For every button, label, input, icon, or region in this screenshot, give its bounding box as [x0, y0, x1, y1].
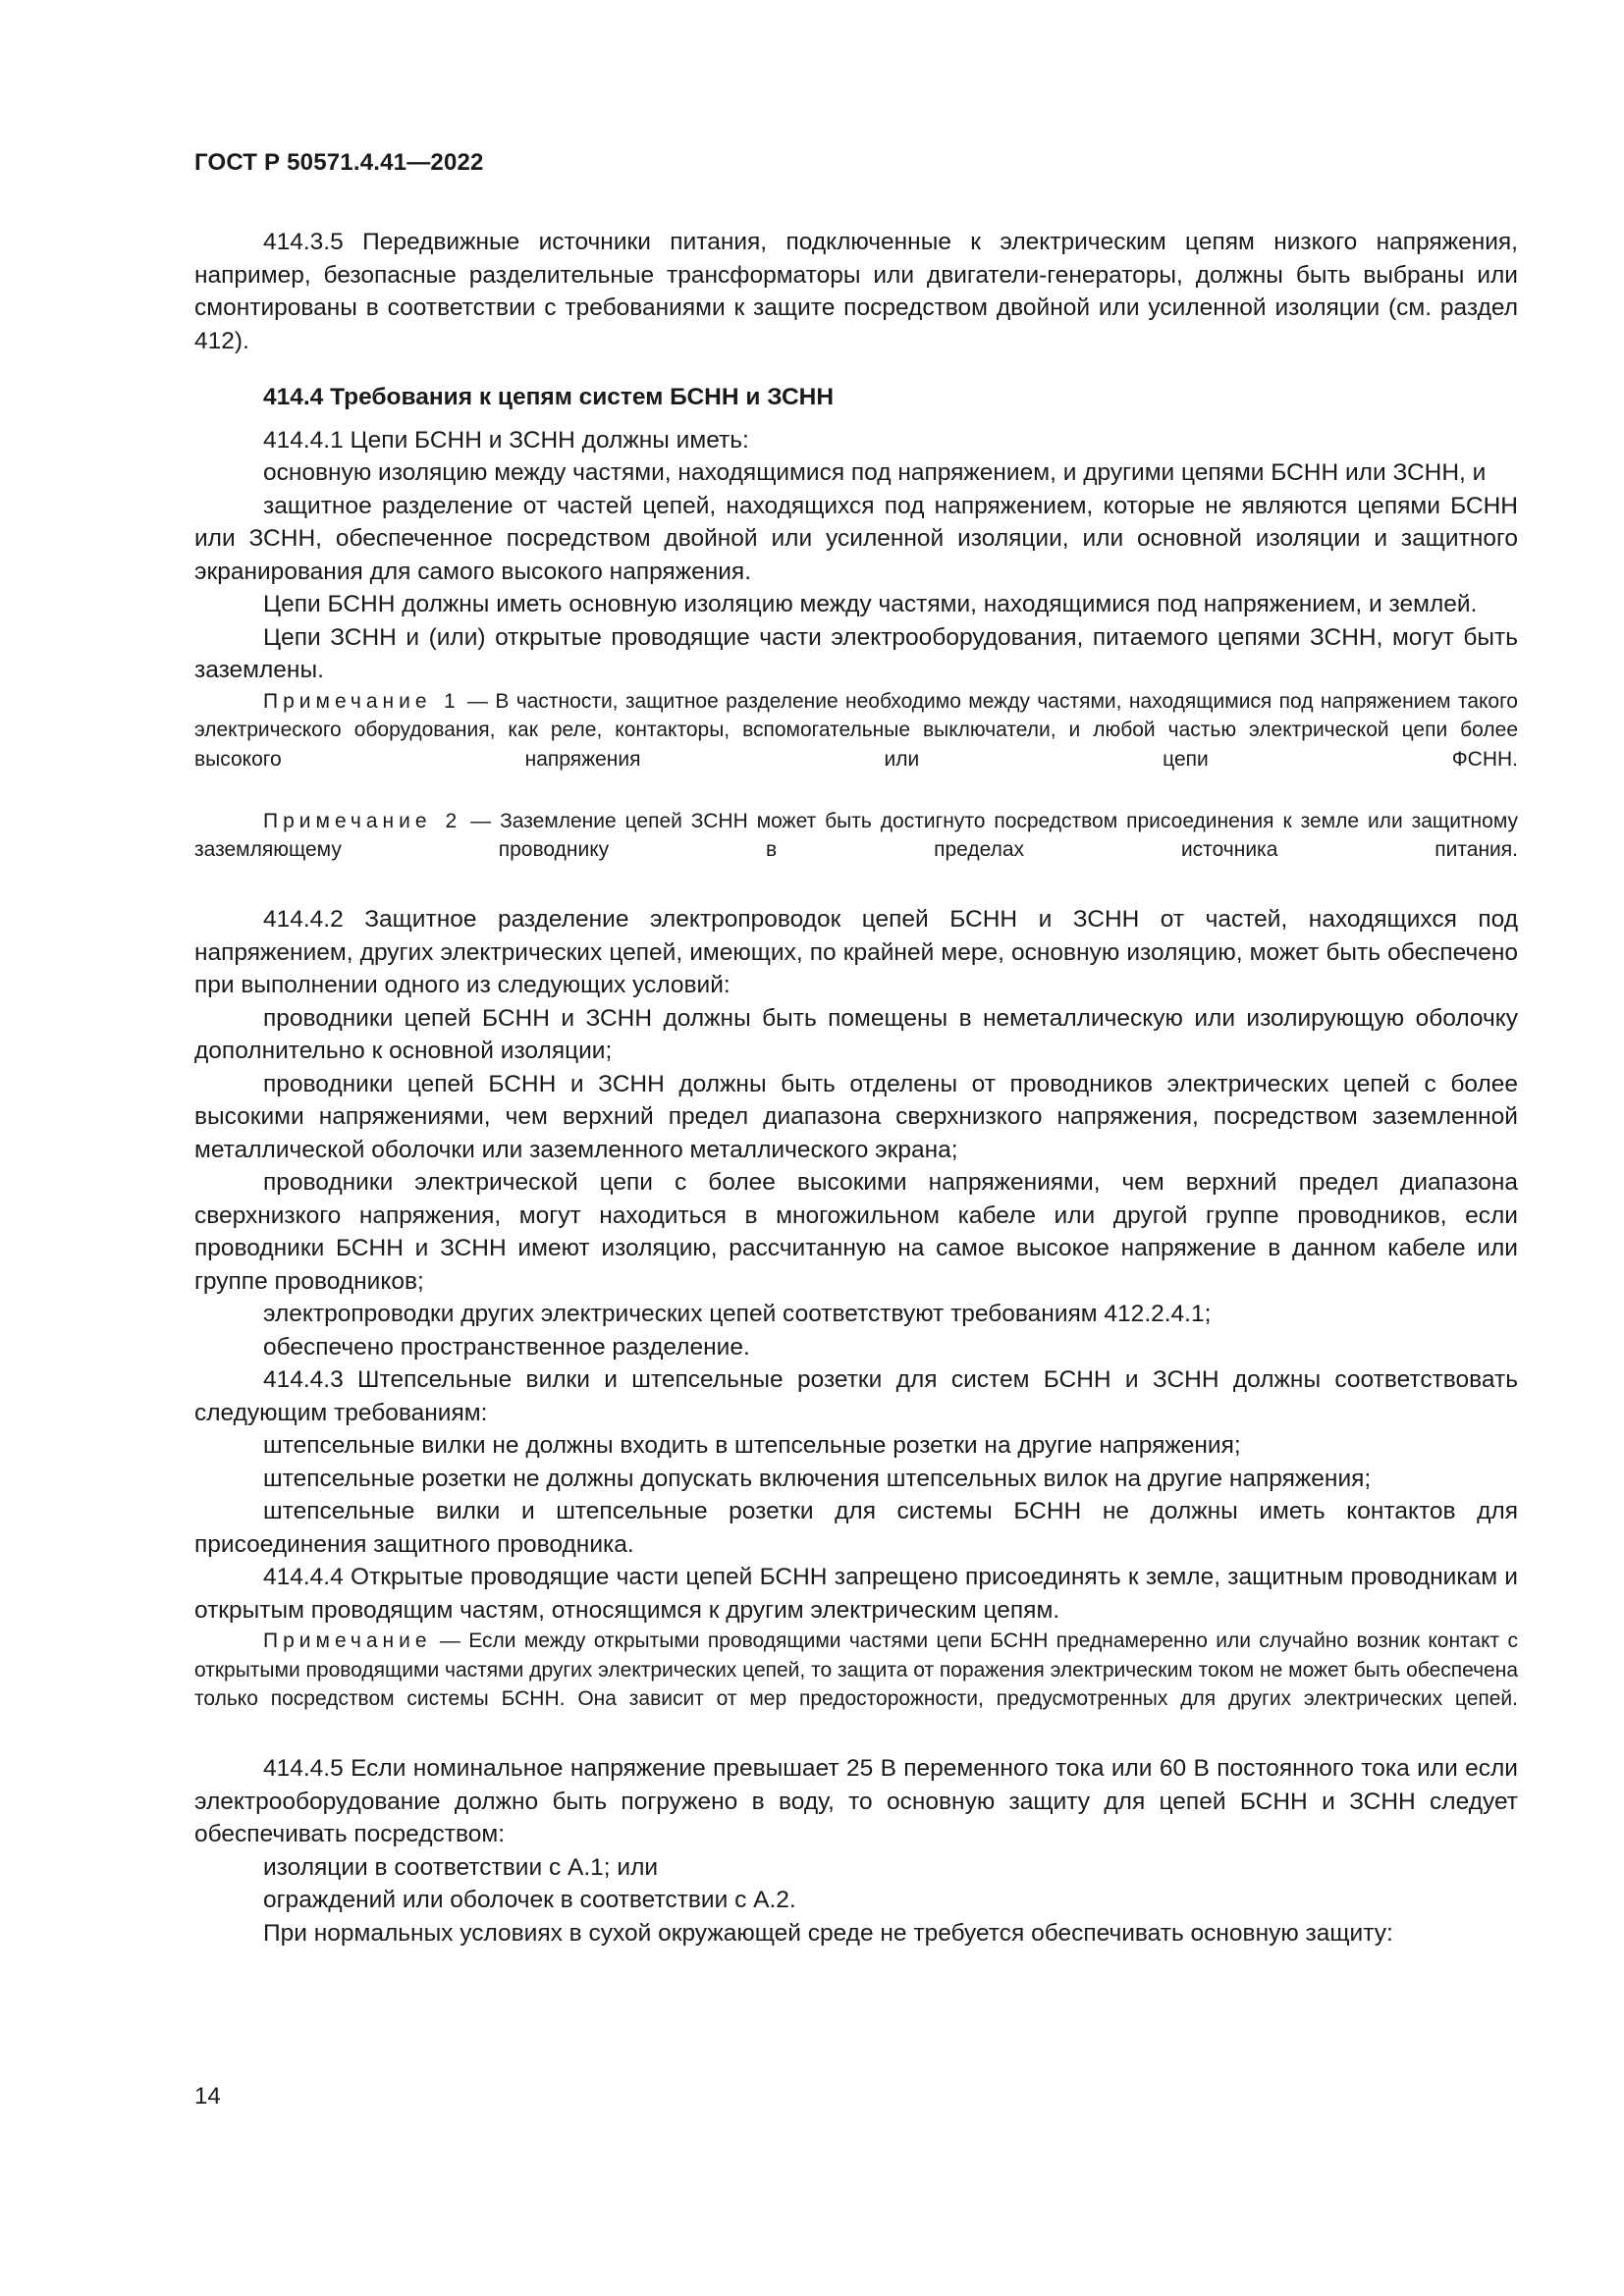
note-text: — В частности, защитное разделение необходимо между частями, находящимися под напряжением такого электрического оборудования, как реле, контакторы, вспомогательные выключатели, и любой частью электрической цепи более высокого напряжения или цепи ФСНН. — [194, 689, 1518, 771]
paragraph-414-3-5: 414.3.5 Передвижные источники питания, подключенные к электрическим цепям низкого напряжения, например, безопасные разделительные трансформаторы или двигатели-генераторы, должны быть выбраны или смонтированы в соответствии с требованиями к защите посредством двойной или усиленной изоляции (см. раздел 412). — [194, 229, 1518, 354]
list-item: защитное разделение от частей цепей, находящихся под напряжением, которые не являются цепями БСНН или ЗСНН, обеспеченное посредством двойной или усиленной изоляции, или основной изоляции и защитного экранирования для самого высокого напряжения. — [194, 492, 1518, 585]
list-item: проводники цепей БСНН и ЗСНН должны быть отделены от проводников электрических цепей с более высокими напряжениями, чем верхний предел диапазона сверхнизкого напряжения, посредством заземленной металлической оболочки или заземленного металлического экрана; — [194, 1070, 1518, 1163]
paragraph-414-4-4: 414.4.4 Открытые проводящие части цепей БСНН запрещено присоединять к земле, защитным проводникам и открытым проводящим частям, относящимся к другим электрическим цепям. — [194, 1564, 1518, 1624]
list-item: ограждений или оболочек в соответствии с А.2. — [263, 1887, 796, 1913]
paragraph-414-4-2: 414.4.2 Защитное разделение электропроводок цепей БСНН и ЗСНН от частей, находящихся под напряжением, других электрических цепей, имеющих, по крайней мере, основную изоляцию, может быть обеспечено при выполнении одного из следующих условий: — [194, 906, 1518, 998]
note-label: Примечание 1 — [263, 689, 460, 713]
list-item: штепсельные розетки не должны допускать включения штепсельных вилок на другие напряжения; — [263, 1465, 1372, 1492]
list-item: изоляции в соответствии с А.1; или — [263, 1853, 659, 1881]
list-item: штепсельные вилки не должны входить в штепсельные розетки на другие напряжения; — [263, 1432, 1241, 1459]
document-body — [194, 226, 1518, 1949]
note-2 — [194, 807, 1518, 894]
document-header: ГОСТ Р 50571.4.41—2022 — [194, 149, 484, 176]
paragraph-414-4-1: 414.4.1 Цепи БСНН и ЗСНН должны иметь: — [263, 426, 749, 454]
paragraph-414-4-5: 414.4.5 Если номинальное напряжение превышает 25 В переменного тока или 60 В постоянного тока или если электрооборудование должно быть погружено в воду, то основную защиту для цепей БСНН и ЗСНН следует обеспечивать посредством: — [194, 1755, 1518, 1847]
paragraph: При нормальных условиях в сухой окружающей среде не требуется обеспечивать основную защиту: — [263, 1919, 1393, 1947]
list-item: штепсельные вилки и штепсельные розетки для системы БСНН не должны иметь контактов для присоединения защитного проводника. — [194, 1498, 1518, 1558]
note-text: — Если между открытыми проводящими частями цепи БСНН преднамеренно или случайно возник контакт с открытыми проводящими частями других электрических цепей, то защита от поражения электрическим током не может быть обеспечена только посредством системы БСНН. Она зависит от мер предосторожности, предусмотренных для других электрических цепей. — [194, 1629, 1518, 1710]
page-number: 14 — [194, 2083, 221, 2109]
note-3 — [194, 1627, 1518, 1742]
list-item: проводники цепей БСНН и ЗСНН должны быть помещены в неметаллическую или изолирующую оболочку дополнительно к основной изоляции; — [194, 1004, 1518, 1064]
note-1 — [194, 687, 1518, 803]
list-item: обеспечено пространственное разделение. — [263, 1333, 750, 1361]
note-label: Примечание — [263, 1629, 432, 1652]
paragraph: Цепи БСНН должны иметь основную изоляцию между частями, находящимися под напряжением, и землей. — [263, 591, 1478, 617]
list-item: электропроводки других электрических цепей соответствуют требованиям 412.2.4.1; — [263, 1301, 1212, 1327]
section-heading-414-4: 414.4 Требования к цепям систем БСНН и ЗСНН — [263, 384, 835, 410]
note-text: — Заземление цепей ЗСНН может быть достигнуто посредством присоединения к земле или защитному заземляющему проводнику в пределах источника питания. — [194, 809, 1518, 861]
list-item: проводники электрической цепи с более высокими напряжениями, чем верхний предел диапазона сверхнизкого напряжения, могут находиться в многожильном кабеле или другой группе проводников, если проводники БСНН и ЗСНН имеют изоляцию, рассчитанную на самое высокое напряжение в данном кабеле или группе проводников; — [194, 1169, 1518, 1295]
paragraph: Цепи ЗСНН и (или) открытые проводящие части электрооборудования, питаемого цепями ЗСНН, могут быть заземлены. — [194, 623, 1518, 683]
note-label: Примечание 2 — [263, 809, 462, 832]
paragraph-414-4-3: 414.4.3 Штепсельные вилки и штепсельные розетки для систем БСНН и ЗСНН должны соответствовать следующим требованиям: — [194, 1366, 1518, 1426]
list-item: основную изоляцию между частями, находящимися под напряжением, и другими цепями БСНН или ЗСНН, и — [263, 459, 1487, 486]
